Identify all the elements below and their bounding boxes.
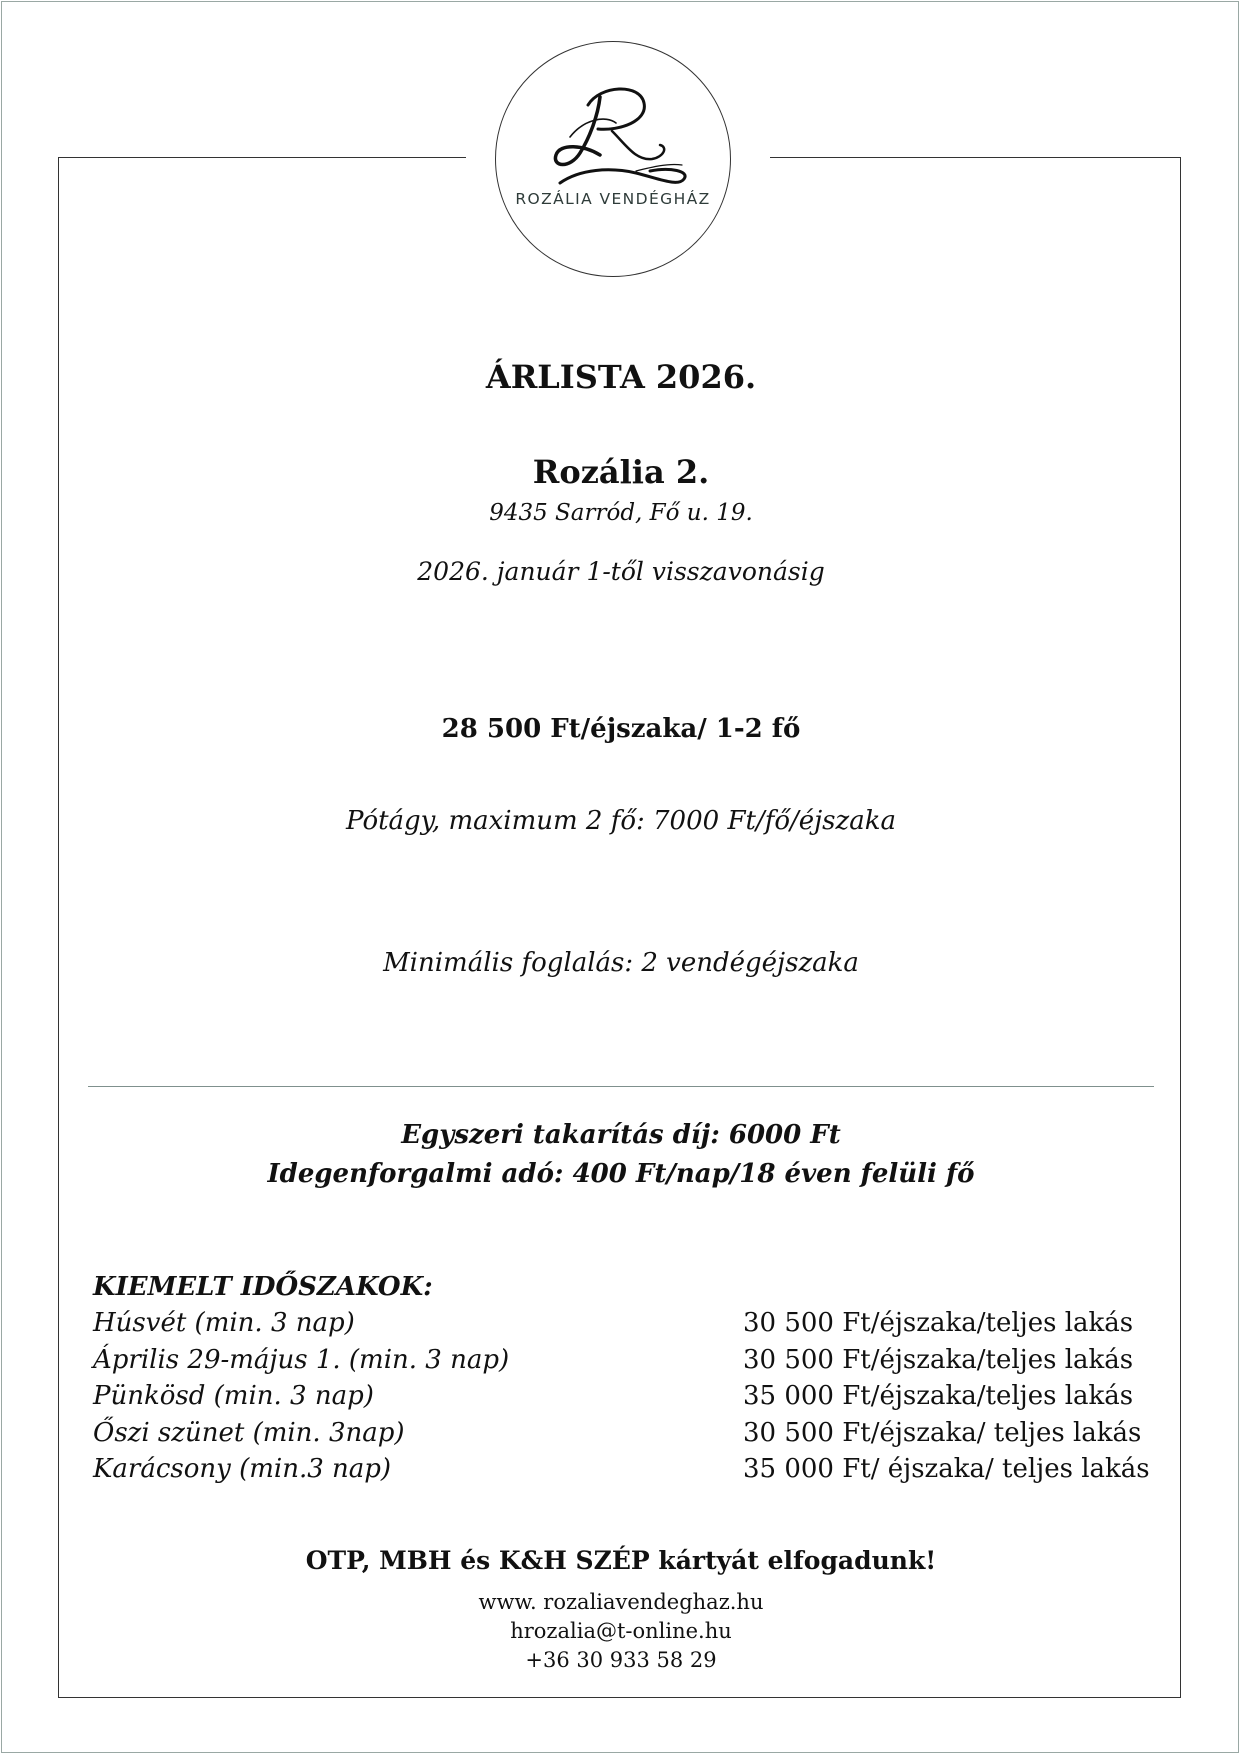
base-price: 28 500 Ft/éjszaka/ 1-2 fő [441,714,801,744]
extra-bed-price: Pótágy, maximum 2 fő: 7000 Ft/fő/éjszaka [346,806,896,836]
period-row [93,1381,1193,1418]
period-price: 30 500 Ft/éjszaka/teljes lakás [743,1344,1134,1375]
phone-number[interactable]: +36 30 933 58 29 [525,1648,717,1672]
period-label: Április 29-május 1. (min. 3 nap) [93,1344,510,1375]
period-row [93,1454,1193,1491]
period-label: Húsvét (min. 3 nap) [93,1308,355,1338]
section-divider [88,1086,1154,1087]
period-label: Őszi szünet (min. 3nap) [93,1417,405,1448]
period-row [93,1418,1193,1455]
period-price: 35 000 Ft/ éjszaka/ teljes lakás [743,1454,1150,1484]
frame-top-right-line [770,157,1181,158]
payment-cards-note: OTP, MBH és K&H SZÉP kártyát elfogadunk! [305,1546,937,1575]
property-address: 9435 Sarród, Fő u. 19. [489,500,753,526]
period-label: Pünkösd (min. 3 nap) [93,1381,374,1411]
logo-wordmark: ROZÁLIA VENDÉGHÁZ [515,190,711,208]
frame-bottom-line [58,1697,1181,1698]
cleaning-fee: Egyszeri takarítás díj: 6000 Ft [401,1120,841,1150]
special-periods-heading: KIEMELT IDŐSZAKOK: [93,1272,433,1302]
special-periods-list [93,1308,1193,1491]
period-label: Karácsony (min.3 nap) [93,1454,392,1484]
period-price: 30 500 Ft/éjszaka/ teljes lakás [743,1417,1142,1448]
monogram-r-logo-icon [540,75,690,195]
email-link[interactable]: hrozalia@t-online.hu [510,1619,732,1643]
page-title: ÁRLISTA 2026. [485,358,757,396]
period-price: 30 500 Ft/éjszaka/teljes lakás [743,1308,1134,1338]
property-name: Rozália 2. [532,453,710,491]
period-row [93,1345,1193,1382]
validity-period: 2026. január 1-től visszavonásig [417,557,825,586]
website-link[interactable]: www. rozaliavendeghaz.hu [478,1590,764,1614]
minimum-stay: Minimális foglalás: 2 vendégéjszaka [383,948,859,978]
period-price: 35 000 Ft/éjszaka/teljes lakás [743,1381,1134,1411]
tourist-tax: Idegenforgalmi adó: 400 Ft/nap/18 éven felüli fő [267,1159,975,1189]
frame-top-left-line [58,157,466,158]
period-row [93,1308,1193,1345]
